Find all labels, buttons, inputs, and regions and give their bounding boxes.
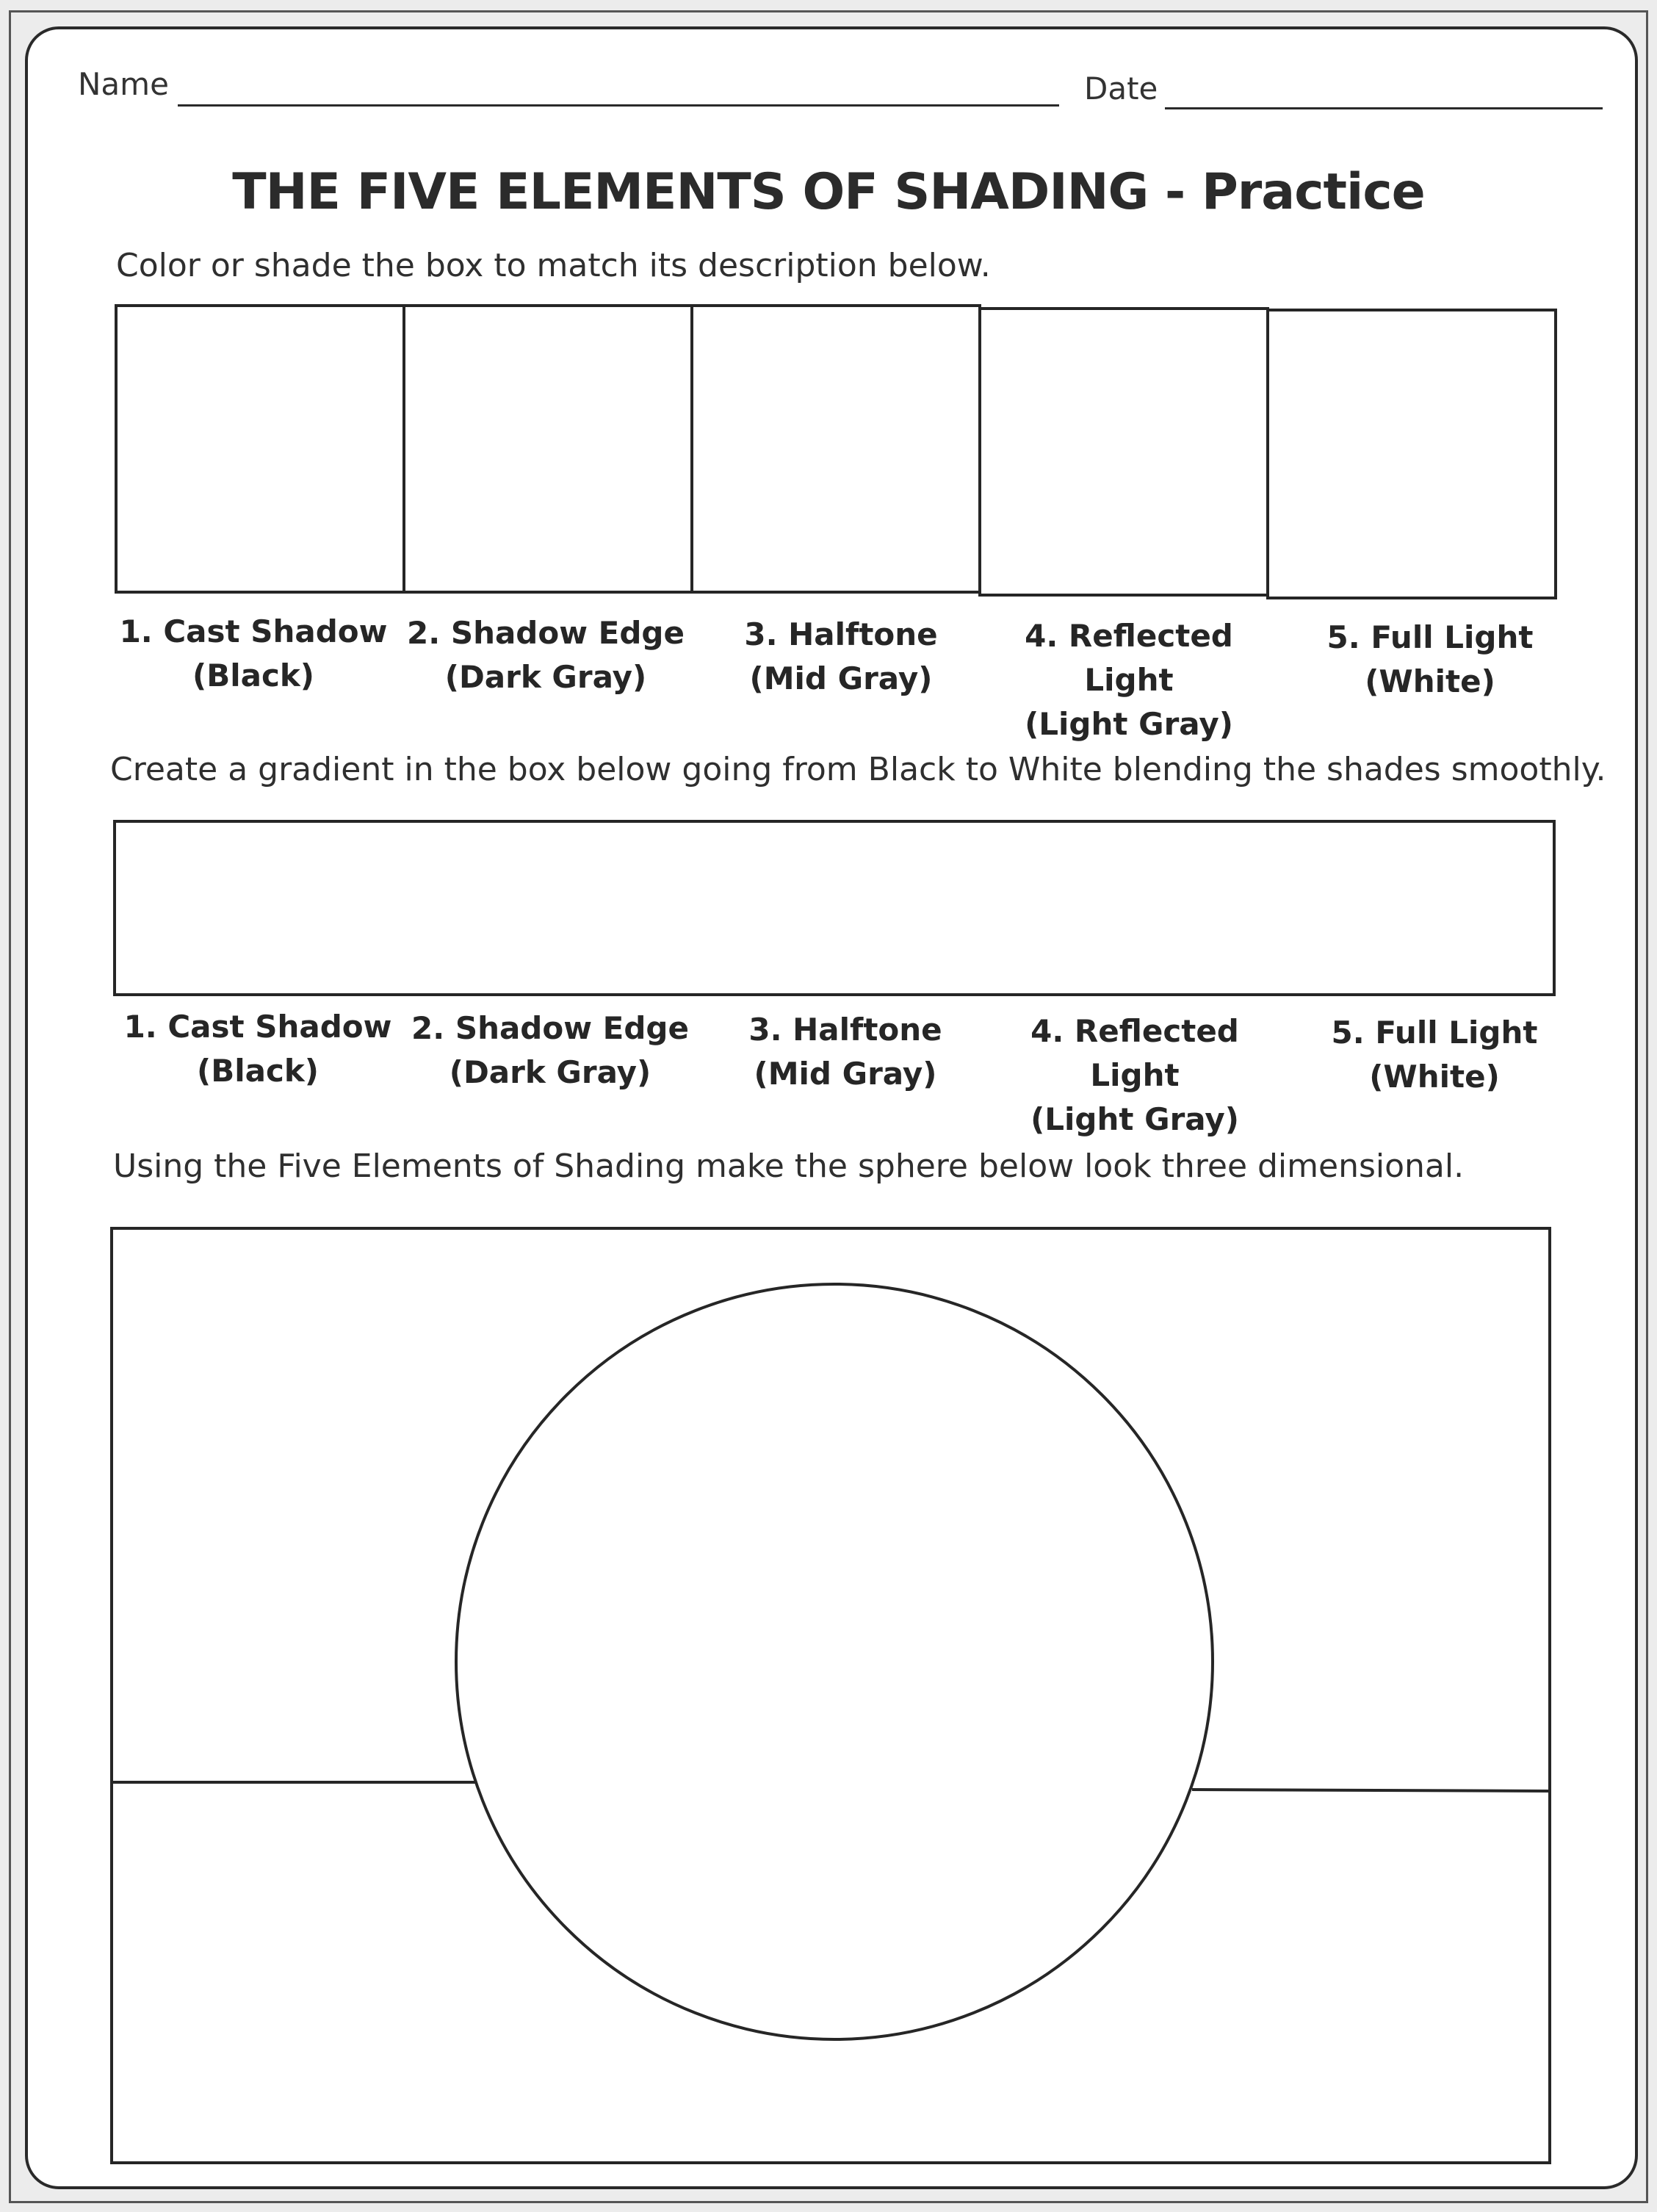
caption-name: 3. Halftone [744,616,938,652]
gradient-instruction: Create a gradient in the box below going from Black to White blending the shades smoothly. [110,751,1606,788]
sphere-circle[interactable] [456,1284,1213,2039]
sphere-instruction: Using the Five Elements of Shading make the sphere below look three dimensional. [113,1148,1465,1185]
caption-shade: (Mid Gray) [754,1056,937,1092]
caption-shade: (White) [1365,663,1495,699]
caption-shade: (Black) [197,1053,319,1089]
caption-shade: (Light Gray) [1025,706,1233,742]
caption-name: 4. Reflected Light [1030,1013,1239,1093]
date-label: Date [1084,71,1158,107]
caption-shade: (Black) [192,658,314,693]
caption-shade: (White) [1369,1059,1500,1095]
caption-name: 4. Reflected Light [1025,618,1233,698]
boxes-instruction: Color or shade the box to match its description below. [116,247,991,284]
caption-name: 3. Halftone [748,1012,942,1048]
caption-name: 1. Cast Shadow [119,613,388,649]
caption-name: 5. Full Light [1326,619,1534,655]
caption-shade: (Dark Gray) [449,1054,651,1090]
caption-name: 1. Cast Shadow [123,1009,392,1045]
page-title: THE FIVE ELEMENTS OF SHADING - Practice [232,163,1425,221]
caption-name: 2. Shadow Edge [407,615,685,651]
caption-shade: (Mid Gray) [749,660,933,696]
caption-name: 2. Shadow Edge [411,1010,689,1046]
caption-shade: (Light Gray) [1030,1101,1239,1137]
horizon-line-right [1192,1790,1550,1791]
name-label: Name [78,66,169,102]
caption-shade: (Dark Gray) [444,659,647,695]
caption-name: 5. Full Light [1331,1015,1538,1051]
